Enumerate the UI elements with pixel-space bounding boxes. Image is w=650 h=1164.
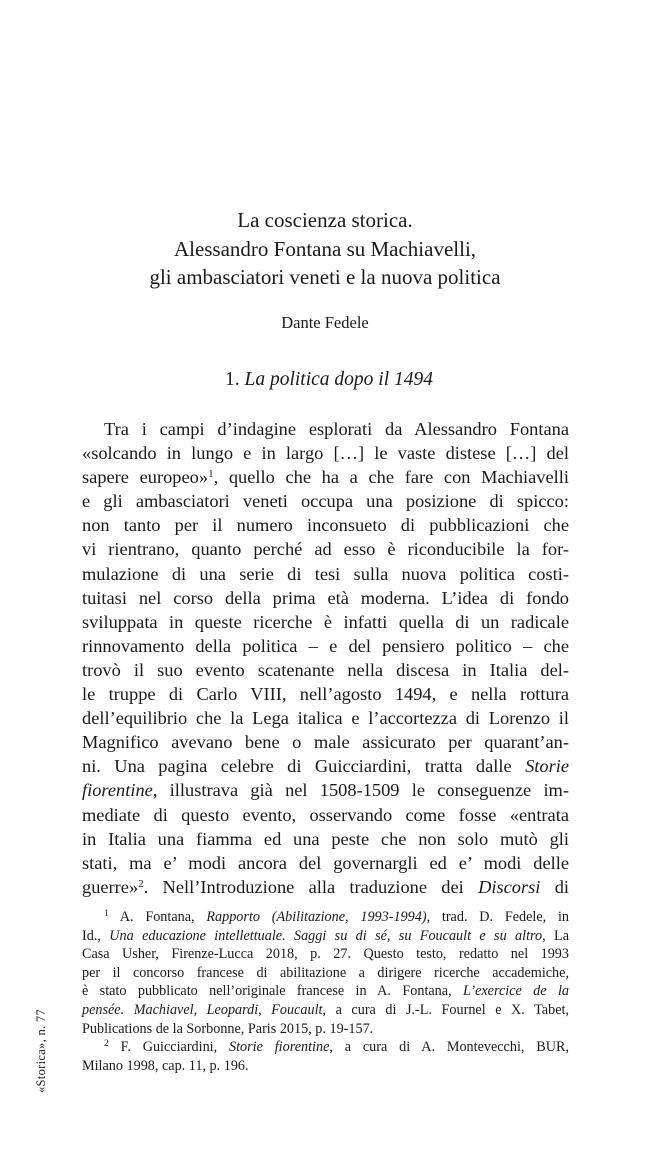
footnote-line: pensée. Machiavel, Leopardi, Foucault, a cura di J.-L. Fournel e X. Tabet, [82, 1001, 569, 1018]
title-line-2: Alessandro Fontana su Machiavelli, [173, 236, 477, 261]
footnote-line: è stato pubblicato nell’originale francese in A. Fontana, L’exercice de la [82, 983, 569, 1000]
body-line: guerre»$^2$. Nell’Introduzione alla traduzione dei Discorsi di [82, 876, 569, 897]
body-line: trovò il suo evento scatenante nella discesa in Italia del- [82, 659, 569, 680]
author-name: Dante Fedele [281, 313, 369, 332]
body-line: in Italia una fiamma ed una peste che non solo mutò gli [82, 828, 569, 849]
footnotes [82, 908, 569, 1075]
title-line-3: gli ambasciatori veneti e la nuova politica [149, 265, 501, 289]
body-line: mulazione di una serie di tesi sulla nuova politica costi- [82, 563, 569, 584]
footnote-line: Publications de la Sorbonne, Paris 2015, p. 19-157. [82, 1020, 374, 1037]
section-title: La politica dopo il 1494 [244, 369, 433, 390]
article-title [0, 206, 650, 292]
body-line: le truppe di Carlo VIII, nell’agosto 1494, e nella rottura [82, 684, 569, 705]
section-heading [0, 369, 650, 391]
body-line: Magnifico avevano bene o male assicurato per quarant’an- [82, 732, 569, 753]
body-line: Tra i campi d’indagine esplorati da Alessandro Fontana [104, 419, 569, 439]
title-line-1: La coscienza storica. [237, 208, 413, 232]
body-line: fiorentine, illustrava già nel 1508-1509 le conseguenze im- [82, 780, 569, 801]
footnote-ref-2[interactable]: 2 [138, 877, 144, 890]
body-line: mediate di questo evento, osservando come fosse «entrata [82, 804, 569, 825]
body-line: sapere europeo»$^1$, quello che ha a che fare con Machiavelli [82, 467, 569, 488]
body-line: e gli ambasciatori veneti occupa una posizione di spicco: [82, 491, 569, 512]
body-line: sviluppata in queste ricerche è infatti quella di un radicale [82, 611, 569, 632]
footnote-ref-1[interactable]: 1 [208, 468, 214, 481]
footnote-line: Id., Una educazione intellettuale. Saggi su di sé, su Foucault e su altro, La [82, 927, 570, 944]
body-line: «solcando in lungo e in largo […] le vaste distese […] del [82, 443, 569, 464]
body-line: rinnovamento della politica – e del pensiero politico – che [82, 635, 569, 656]
body-line: ni. Una pagina celebre di Guicciardini, tratta dalle Storie [82, 756, 569, 777]
section-number: 1. [224, 369, 240, 390]
body-paragraph [82, 417, 569, 899]
footnote-line: Milano 1998, cap. 11, p. 196. [82, 1057, 249, 1074]
footnote-line: per il concorso francese di abilitazione a dirigere ricerche accademiche, [82, 964, 569, 981]
body-line: non tanto per il numero inconsueto di pubblicazioni che [82, 515, 569, 536]
body-line: vi rientrano, quanto perché ad esso è riconducibile la for- [82, 539, 569, 560]
body-line: stati, ma e’ modi ancora del governargli ed e’ modi delle [82, 852, 569, 873]
body-line: tuitasi nel corso della prima età moderna. L’idea di fondo [82, 587, 569, 608]
footnote-2: $^2$ F. Guicciardini, Storie fiorentine, a cura di A. Montevecchi, BUR, [104, 1039, 569, 1056]
footnote-1: $^1$ A. Fontana, Rapporto (Abilitazione, 1993-1994), trad. D. Fedele, in [104, 909, 570, 925]
footnote-line: Casa Usher, Firenze-Lucca 2018, p. 27. Questo testo, redatto nel 1993 [82, 946, 569, 963]
journal-side-label: «Storica», n. 77 [34, 1009, 48, 1093]
body-line: dell’equilibrio che la Lega italica e l’accortezza di Lorenzo il [82, 708, 569, 729]
